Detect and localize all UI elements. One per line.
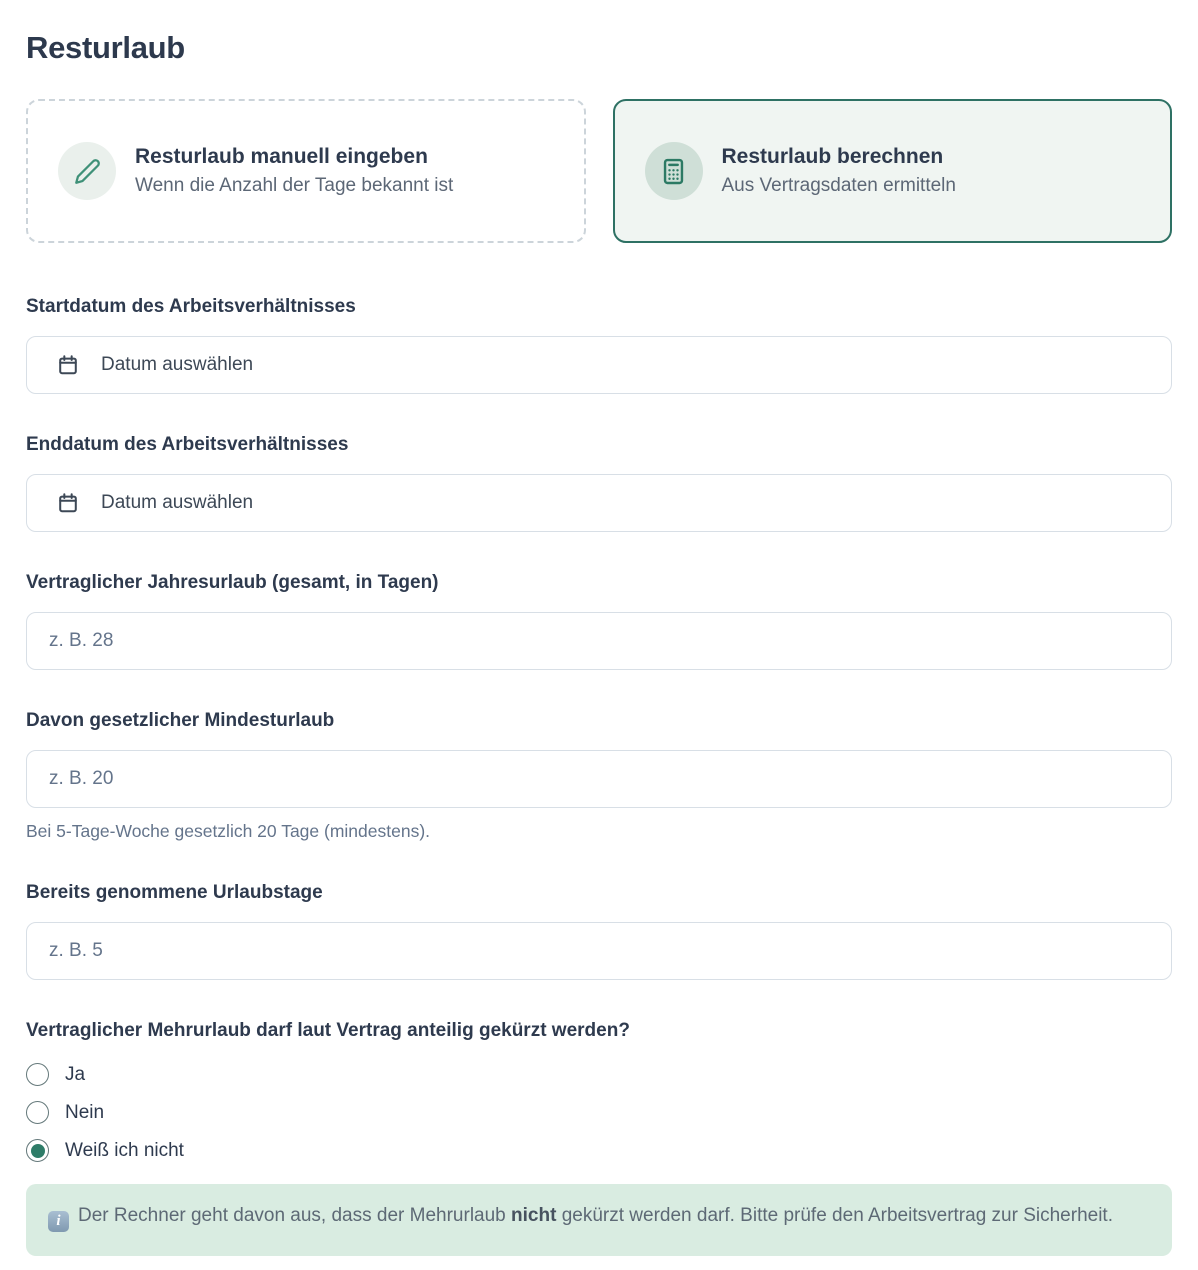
info-box [26, 1184, 1172, 1256]
statutory-minimum-input[interactable] [26, 750, 1172, 808]
start-date-picker[interactable] [26, 336, 1172, 394]
mode-card-subtitle: Aus Vertragsdaten ermitteln [721, 175, 956, 196]
statutory-minimum-hint: Bei 5-Tage-Woche gesetzlich 20 Tage (mindestens). [26, 821, 431, 841]
field-group-end-date [26, 434, 1172, 532]
field-group-annual-leave [26, 572, 1172, 670]
radio-label: Nein [65, 1101, 105, 1123]
taken-days-label: Bereits genommene Urlaubstage [26, 882, 323, 903]
extra-leave-reduction-question [26, 1020, 1172, 1162]
end-date-label: Enddatum des Arbeitsverhältnisses [26, 434, 349, 455]
field-group-taken-days [26, 882, 1172, 980]
mode-card-text [135, 145, 453, 197]
radio-label: Ja [65, 1063, 86, 1085]
mode-card-title: Resturlaub berechnen [721, 145, 944, 168]
field-group-statutory-minimum [26, 710, 1172, 842]
end-date-value: Datum auswählen [101, 492, 254, 513]
radio-label: Weiß ich nicht [65, 1139, 184, 1161]
annual-leave-label: Vertraglicher Jahresurlaub (gesamt, in Tagen) [26, 572, 439, 593]
calendar-icon [57, 492, 79, 514]
radio-icon[interactable] [26, 1063, 49, 1086]
mode-card-group [26, 99, 1172, 243]
calculator-icon [645, 142, 703, 200]
mode-card-calculate[interactable] [613, 99, 1173, 243]
calendar-icon [57, 354, 79, 376]
radio-option-nein[interactable] [26, 1101, 1172, 1124]
mode-card-subtitle: Wenn die Anzahl der Tage bekannt ist [135, 175, 454, 196]
info-icon: i [48, 1211, 69, 1232]
radio-option-weiss-ich-nicht[interactable] [26, 1139, 1172, 1162]
annual-leave-input[interactable] [26, 612, 1172, 670]
mode-card-text [722, 145, 956, 197]
page-title: Resturlaub [26, 30, 185, 65]
start-date-value: Datum auswählen [101, 354, 254, 375]
question-label: Vertraglicher Mehrurlaub darf laut Vertrag anteilig gekürzt werden? [26, 1020, 630, 1041]
radio-icon-selected[interactable] [26, 1139, 49, 1162]
statutory-minimum-label: Davon gesetzlicher Mindesturlaub [26, 710, 335, 731]
radio-option-ja[interactable] [26, 1063, 1172, 1086]
taken-days-input[interactable] [26, 922, 1172, 980]
info-text-bold: nicht [511, 1205, 557, 1226]
info-text-before: Der Rechner geht davon aus, dass der Mehrurlaub [78, 1205, 512, 1226]
pencil-icon [58, 142, 116, 200]
info-text-after: gekürzt werden darf. Bitte prüfe den Arbeitsvertrag zur Sicherheit. [556, 1205, 1113, 1226]
mode-card-manual[interactable] [26, 99, 586, 243]
start-date-label: Startdatum des Arbeitsverhältnisses [26, 296, 356, 317]
end-date-picker[interactable] [26, 474, 1172, 532]
field-group-start-date [26, 296, 1172, 394]
radio-icon[interactable] [26, 1101, 49, 1124]
mode-card-title: Resturlaub manuell eingeben [135, 145, 428, 168]
